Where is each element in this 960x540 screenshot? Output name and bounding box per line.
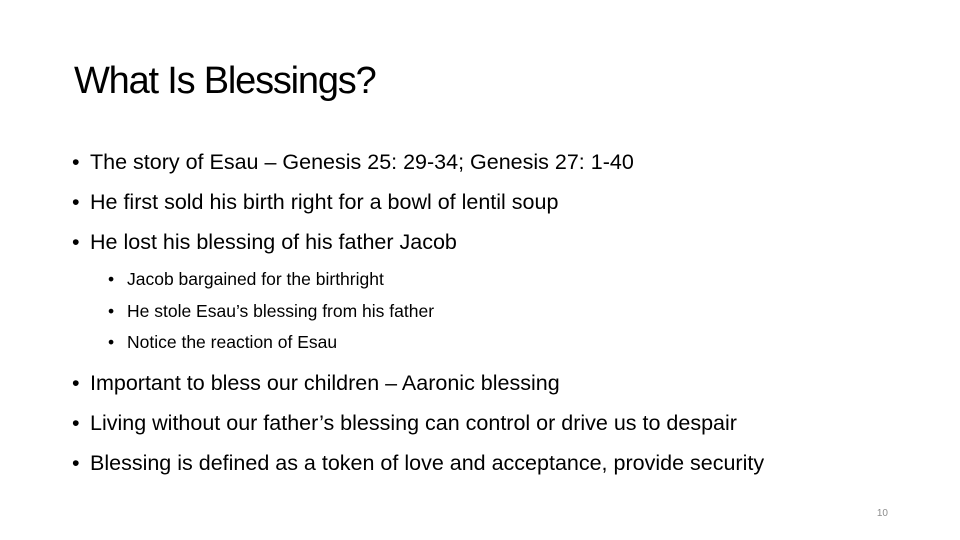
bullet-text: Living without our father’s blessing can control or drive us to despair <box>90 410 737 435</box>
sub-bullet-text: Notice the reaction of Esau <box>127 332 338 352</box>
bullet-marker: • <box>108 269 115 289</box>
bullet-item <box>72 443 932 483</box>
sub-bullet-item <box>72 264 932 296</box>
bullet-marker: • <box>72 410 80 435</box>
slide-body <box>72 142 932 483</box>
bullet-item <box>72 182 932 222</box>
bullet-marker: • <box>108 300 115 321</box>
bullet-marker: • <box>72 190 80 214</box>
bullet-item <box>72 403 932 443</box>
bullet-marker: • <box>72 150 80 174</box>
sub-bullet-item <box>72 327 932 359</box>
bullet-text: Blessing is defined as a token of love and acceptance, provide security <box>90 450 765 475</box>
bullet-item <box>72 142 932 182</box>
bullet-marker: • <box>72 230 80 254</box>
sub-bullet-item <box>72 296 932 328</box>
page-number: 10 <box>876 508 888 519</box>
sub-bullet-text: He stole Esau’s blessing from his father <box>127 300 435 321</box>
bullet-marker: • <box>72 450 80 475</box>
bullet-text: He lost his blessing of his father Jacob <box>90 230 457 254</box>
bullet-item <box>72 363 932 403</box>
bullet-text: He first sold his birth right for a bowl of lentil soup <box>90 190 559 214</box>
bullet-marker: • <box>108 332 115 352</box>
slide-title: What Is Blessings? <box>74 60 376 102</box>
bullet-marker: • <box>72 370 80 395</box>
bullet-text: Important to bless our children – Aaronic blessing <box>90 370 560 395</box>
bullet-text: The story of Esau – Genesis 25: 29-34; Genesis 27: 1-40 <box>90 150 634 174</box>
sub-bullet-text: Jacob bargained for the birthright <box>127 269 384 289</box>
bullet-item <box>72 222 932 262</box>
sub-bullet-list <box>72 262 932 363</box>
